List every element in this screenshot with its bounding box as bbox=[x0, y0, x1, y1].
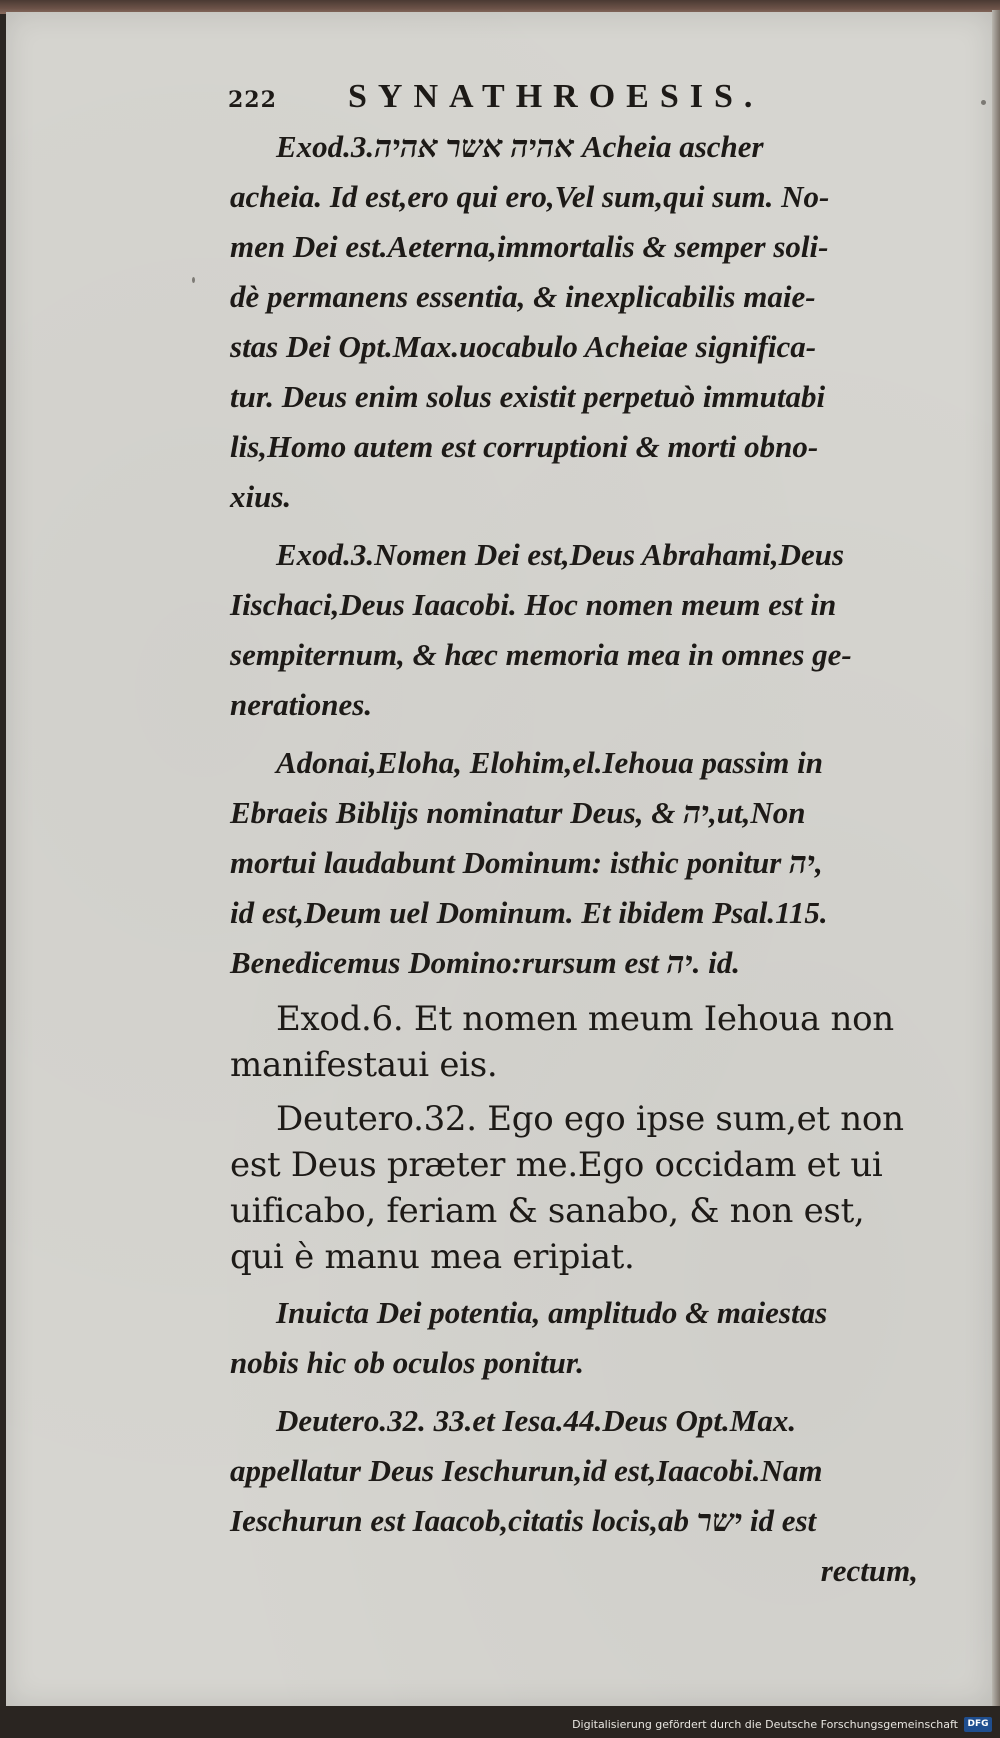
text-line: tur. Deus enim solus existit perpetuò immutabi bbox=[230, 379, 826, 414]
text-line: Exod.3.Nomen Dei est,Deus Abrahami,Deus bbox=[276, 537, 845, 572]
text-line: Exod.6. Et nomen meum Iehoua non bbox=[276, 999, 894, 1039]
text-line: id est,Deum uel Dominum. Et ibidem Psal.115. bbox=[230, 895, 828, 930]
paragraph-adonai bbox=[230, 738, 930, 988]
text-line: Ebraeis Biblijs nominatur Deus, & יה,ut,Non bbox=[230, 795, 806, 830]
paragraph-exod-3-name bbox=[230, 122, 930, 522]
text-line: Inuicta Dei potentia, amplitudo & maiestas bbox=[276, 1295, 828, 1330]
catchword: rectum, bbox=[820, 1553, 918, 1588]
page-text bbox=[230, 78, 930, 1604]
text-line: stas Dei Opt.Max.uocabulo Acheiae significa- bbox=[230, 329, 817, 364]
ink-speck bbox=[981, 100, 986, 105]
text-line: Iischaci,Deus Iaacobi. Hoc nomen meum est in bbox=[230, 587, 837, 622]
digitization-credit: Digitalisierung gefördert durch die Deutsche Forschungsgemeinschaft bbox=[572, 1718, 958, 1731]
text-line: mortui laudabunt Dominum: isthic ponitur יה, bbox=[230, 845, 823, 880]
page-number: 222 bbox=[228, 87, 277, 113]
ink-speck bbox=[192, 277, 195, 283]
paragraph-inuicta bbox=[230, 1288, 930, 1388]
text-line: nerationes. bbox=[230, 687, 373, 722]
text-line: uificabo, feriam & sanabo, & non est, bbox=[230, 1191, 865, 1231]
text-line: sempiternum, & hæc memoria mea in omnes ge- bbox=[230, 637, 852, 672]
text-line: Adonai,Eloha, Elohim,el.Iehoua passim in bbox=[276, 745, 823, 780]
text-line: Deutero.32. 33.et Iesa.44.Deus Opt.Max. bbox=[276, 1403, 797, 1438]
text-line: qui è manu mea eripiat. bbox=[230, 1237, 635, 1277]
running-head bbox=[228, 78, 930, 122]
text-line: Exod.3.אהיה אשר אהיה Acheia ascher bbox=[276, 129, 764, 164]
footer-strip bbox=[0, 1706, 1000, 1738]
text-line: Benedicemus Domino:rursum est יה. id. bbox=[230, 945, 740, 980]
text-line: appellatur Deus Ieschurun,id est,Iaacobi.Nam bbox=[230, 1453, 823, 1488]
paragraph-exod-6 bbox=[230, 996, 930, 1088]
text-line: dè permanens essentia, & inexplicabilis maie- bbox=[230, 279, 816, 314]
text-line: men Dei est.Aeterna,immortalis & semper soli- bbox=[230, 229, 829, 264]
dfg-logo: DFG bbox=[964, 1717, 992, 1732]
paragraph-deutero-32 bbox=[230, 1096, 930, 1280]
running-title: SYNATHROESIS. bbox=[348, 78, 764, 115]
text-line: lis,Homo autem est corruptioni & morti obno- bbox=[230, 429, 819, 464]
text-line: nobis hic ob oculos ponitur. bbox=[230, 1345, 585, 1380]
page-right-edge bbox=[992, 10, 1000, 1710]
text-line: Deutero.32. Ego ego ipse sum,et non bbox=[276, 1099, 904, 1139]
text-line: Ieschurun est Iaacob,citatis locis,ab ישר id est bbox=[230, 1503, 817, 1538]
text-line: xius. bbox=[230, 479, 292, 514]
paragraph-exod-3-abraham bbox=[230, 530, 930, 730]
text-line: manifestaui eis. bbox=[230, 1045, 498, 1085]
text-line: acheia. Id est,ero qui ero,Vel sum,qui sum. No- bbox=[230, 179, 830, 214]
text-line: est Deus præter me.Ego occidam et ui bbox=[230, 1145, 883, 1185]
paragraph-ieschurun bbox=[230, 1396, 930, 1596]
